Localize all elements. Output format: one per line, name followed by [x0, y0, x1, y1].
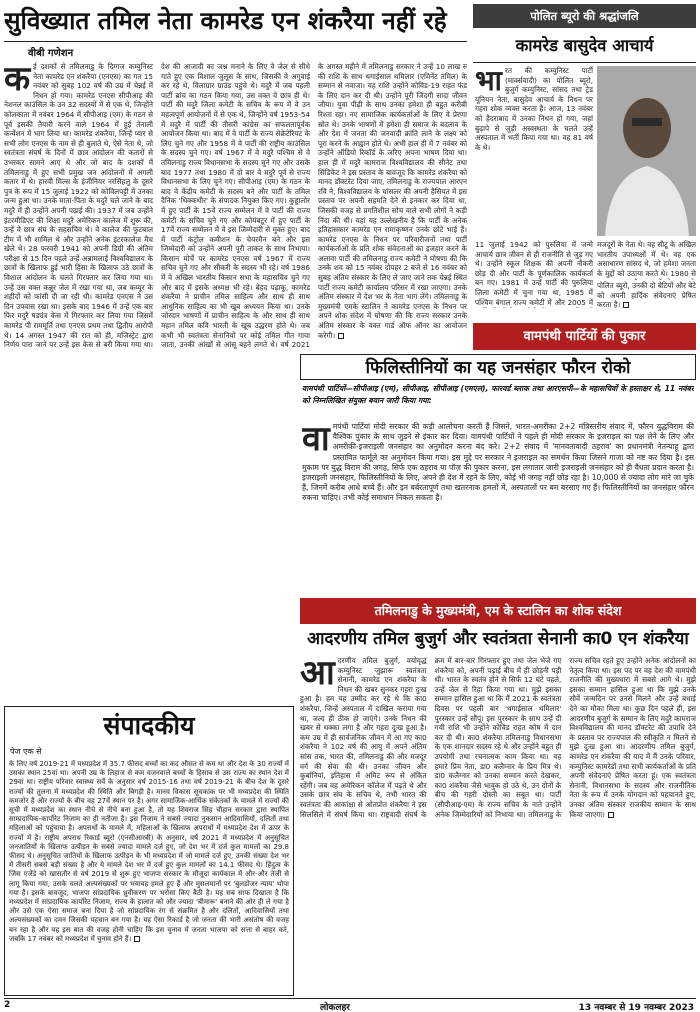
editorial-end-mark-icon [134, 936, 140, 942]
page-number: 2 [4, 1000, 11, 1010]
tribute-headline: कामरेड बासुदेव आचार्य [515, 36, 654, 55]
tribute-end-mark-icon [623, 302, 629, 308]
tribute-text-mid: 11 जुलाई 1942 को पुरुलिया में जन्मे आचार्य छात्र जीवन से ही राजनीति से जुड़ गए थे। उन्होंने स्कूल शिक्षक की अपनी नौकरी छोड़ दी और पार्टी के पूर्णकालिक कार्यकर्ता बन गए। 1981 में उन्हें पार्टी की पुरुलिया जिला कमेटी में चुना गया था, 1985 में पश्चिम बंगाल राज्य कमेटी में और 2005 में [475, 240, 593, 307]
left-parties-body [302, 422, 694, 586]
stalin-text: दरणीय तमिल बुजुर्ग, वयोवृद्ध कम्युनिस्ट जुझारू स्वतंत्रता सेनानी, कामरेड एन शंकरैया के निधन की खबर सुनकर गहरा दुःख हुआ है। हम यह उम्मीद कर रहे थे कि का0 शंकरैया, जिन्हें अस्पताल में दाखिल कराया गया था, जल्द ही ठीक हो जाएंगे। उनके निधन की खबर से धक्का लगा है और गहरा दुःख हुआ है। कम उम्र में ही सार्वजनिक जीवन में आ गए का0 शंकरैया ने 102 वर्ष की आयु में अपने अंतिम सांस तक, भारत की, तमिलनाडु की और मजदूर वर्ग की सेवा की थी। उनका जीवन और कुर्बानियां, इतिहास में अमिट रूप से अंकित रहेंगी। जब वह अमेरिकन कॉलेज में पढ़ते थे और उसके छात्र संघ के सचिव थे, तभी भारत की स्वतंत्रता की आकांक्षा से ओतप्रोत शंकरैया ने इस सिलसिले में संघर्ष किया था। राष्ट्रवादी संघर्ष के क्रम में बार-बार गिरफ्तार हुए तथा जेल भेजे गए शंकरैया को, अपनी पढ़ाई बीच में ही छोड़नी पड़ी थी। भारत के स्वतंत्र होने से सिर्फ 12 घंटे पहले, उन्हें जेल से रिहा किया गया था। मुझे इसका सम्मान हासिल हुआ था कि मैं 2021 के स्वतंत्रता दिवस पर पहली बार 'थगाईसाल थमिलार' पुरस्कार उन्हें सौंपूं। इस पुरस्कार के साथ उन्हें दी गयी राशि भी उन्होंने कोविड राहत कोष में दान कर दी थी। का0 शंकरैया तमिलनाडु विधानसभा के एक शानदार सदस्य रहे थे और उन्होंने बहुत ही उपयोगी तथा रचनात्मक काम किया था। वह हमारे प्रिय नेता, डा0 कलैग्नार के प्रिय मित्र थे। डा0 कलैग्नार को उनका सम्मान करते देखकर, का0 शंकरैया जैसे भावुक हो उठे थे, उन दोनों के बीच की गहरी दोस्ती का सबूत था। पार्टी (सीपीआइ-एम) के राज्य सचिव के नाते उन्होंने अनेक जिम्मेदारियों को निभाया था। तमिलनाडु के राज्य सचिव रहते हुए उन्होंने अनेक आंदोलनों का नेतृत्व किया था। इस पद पर वह देश की वामपंथी राजनीति की मुख्यधारा में सबसे आगे थे। मुझे इसका सम्मान हासिल हुआ था कि मुझे उनके सौवें जन्मदिन पर उनसे मिलने और उन्हें बधाई देने का मौका मिला था। कुछ दिन पहले ही, इस आदरणीय बुजुर्ग के सम्मान के लिए मदुरै कामराज विश्वविद्यालय की मानद डॉक्टरेट की उपाधि देने के प्रस्ताव पर राज्यपाल की स्वीकृति न मिलने से मुझे दुःख हुआ था। आदरणीय तमिल बुजुर्ग, कामरेड एन शंकरैया की याद में मैं उनके परिवार, कम्युनिस्ट कामरेडों तथा सभी कार्यकर्ताओं के प्रति अपनी संवेदनाएं प्रेषित करता हूं। एक स्वतंत्रता सेनानी, विधानसभा के सदस्य और राजनीतिक नेता के रूप में उनके योगदान को पहचानते हुए, उनका अंतिम संस्कार राजकीय सम्मान के साथ किया जाएगा। [300, 656, 696, 819]
tribute-rule [473, 62, 696, 63]
stalin-body [300, 656, 696, 996]
editorial-text: के लिए वर्ष 2019-21 में मध्यप्रदेश में 35.7 फीसद बच्चों का कद औसत से कम था और देश के 30 राज्यों में उसका स्थान 25वां था। अपनी उम्र के लिहाज से कम वजनवाले बच्चों के हिसाब से उस राज्य का स्थान देश में 29वां था। राष्ट्रीय परिवार स्वास्थ्य सर्वे के अनुसार वर्ष 2015-16 तथा वर्ष 2019-21 के बीच देश के दूसरे राज्यों की तुलना में मध्यप्रदेश की स्थिति और बिगड़ी है। मानव विकास सूचकांक पर भी मध्यप्रदेश की स्थिति कमजोर है और राज्यों के बीच वह 27वें स्थान पर है। अगर सामाजिक-आर्थिक संकेतकों के मामले में राज्यों की सूची में मध्यप्रदेश का स्थान नीचे से नीचे बना हुआ है, तो यह शिवराज सिंह चौहान सरकार द्वारा स्थापित साम्प्रदायिक-कार्पोरेट निजाम का ही नतीजा है। इस निजाम ने सबसे ज्यादा नुकसान आदिवासियों, दलितों तथा महिलाओं को पहुंचाया है। अपराधों के मामले में, महिलाओं के खिलाफ अपराधों में मध्यप्रदेश देश में ऊपर के राज्यों में है। राष्ट्रीय अपराध रिकार्ड ब्यूरो (एनसीआरबी) के अनुसार, वर्ष 2021 में मध्यप्रदेश में अनुसूचित जनजातियों के खिलाफ उत्पीड़न के सबसे ज्यादा मामले दर्ज हुए, जो देश भर में दर्ज कुल मामलों का 29.8 फीसद थे। अनुसूचित जातियों के खिलाफ उत्पीड़न के भी मध्यप्रदेश में जो मामले दर्ज हुए, उनकी संख्या देश भर में तीसरी सबसे बड़ी संख्या है और ये मामले देश भर में दर्ज हुए कुल मामलों का 14.1 फीसद थे। हिंदुत्व के जिस एजेंडे को खासतौर से वर्ष 2019 से शुरू हुए भाजपा सरकार के मौजूदा कार्यकाल में और-और तेजी से लागू किया गया, उसके चलते अल्पसंख्यकों पर भयावह हमले हुए हैं और मुसलमानों पर 'बुलडोजर न्याय' थोपा गया है। इसके बावजूद, भाजपा सांप्रदायिक ध्रुवीकरण पर भरोसा किए बैठी है। यह सब साफ दिखाता है कि मध्यप्रदेश में सांप्रदायिक कार्पोरेट निजाम, राज्य के हालात को और ज्यादा 'बीमारू' बनाने की ओर ही ले गया है और उसे एक ऐसा समाज बना दिया है जो सांप्रदायिक रंग से संक्रमित है और दलितों, आदिवासियों तथा अल्पसंख्यकों का दमन जिसकी पहचान बन गया है। यह ऐसा रिकार्ड है जो जनता की भारी असंतोष की वजह बन रहा है और यह इस बात की वजह होनी चाहिए कि इस चुनाव में जनता भाजपा को सत्ता से बाहर करे, जबकि 17 नवंबर को मध्यप्रदेश में चुनाव होने हैं। [9, 760, 289, 943]
tribute-text-top: रत की कम्युनिस्ट पार्टी (मार्क्सवादी) का पोलित ब्यूरो, बुजुर्ग कम्युनिस्ट, सांसद तथा ट्रेड यूनियन नेता, बासुदेव आचार्य के निधन पर गहरा शोक व्यक्त करता है। आज, 13 नवंबर को हैदराबाद में उनका निधन हो गया, जहां बुढ़ापे से जुड़ी अस्वस्थता के चलते उन्हें अस्पताल में भर्ती किया गया था। वह 81 वर्ष के थे। [475, 66, 593, 152]
stalin-headline: आदरणीय तमिल बुजुर्ग और स्वतंत्रता सेनानी का0 एन शंकरैया [307, 629, 689, 649]
editorial-kicker: पेज एक से [10, 747, 42, 756]
tribute-body-right [597, 240, 696, 280]
tribute-dropcap: भा [475, 66, 502, 97]
paper-name: लोकलहर [320, 1003, 350, 1012]
tribute-body-mid [475, 240, 593, 308]
stalin-end-mark-icon [608, 812, 614, 818]
tribute-text-bottom: पोलित ब्यूरो, उनकी दो बेटियों और बेटे को अपनी हार्दिक संवेदनाएं प्रेषित करता है। [597, 281, 696, 309]
basudev-acharya-photo [597, 66, 696, 236]
headline-rule [4, 41, 467, 42]
end-mark-icon [338, 333, 344, 339]
tribute-body-bottom [597, 281, 696, 309]
left-parties-banner: वामपंथी पार्टियों की पुकार [473, 323, 696, 350]
byline: वीबी गणेशन [28, 48, 74, 59]
tribute-text-right: मजदूरों के नेता थे। वह सीटू के अखिल भारतीय उपाध्यक्षों में थे। वह एक असाधारण सांसद थे, जो हमेशा जनता के मुद्दों को उठाया करते थे। 1980 से [597, 240, 696, 278]
stalin-banner: तमिलनाडु के मुख्यमंत्री, एम के स्टालिन का शोक संदेश [300, 598, 696, 624]
left-parties-intro: वामपंथी पार्टियों—सीपीआइ (एम), सीपीआइ, सीपीआइ (एमएल), फारवर्ड ब्लाक तथा आरएसपी—के महासचिवों के हस्ताक्षर से, 11 नवंबर को निम्नलिखित संयुक्त बयान जारी किया गया: [302, 384, 694, 405]
tribute-body-top [475, 66, 593, 238]
editorial-body [9, 760, 289, 992]
main-dropcap: क [4, 62, 31, 99]
stalin-dropcap: आ [300, 656, 335, 693]
editorial-title: संपादकीय [103, 711, 195, 740]
main-headline: सुविख्यात तमिल नेता कामरेड एन शंकरैया नहीं रहे [4, 6, 447, 35]
main-article-text: ई दशकों से तमिलनाडु के दिग्गज कम्युनिस्ट नेता कामरेड एन शंकरैया (एनएस) का गत 15 नवंबर को सुबह 102 वर्ष की उम्र में चेन्नई में निधन हो गया। कामरेड एनएस सीपीआइ की नेशनल काउंसिल के उन 32 सदस्यों में से एक थे, जिन्होंने कोलकाता में नवंबर 1964 में सीपीआइ (एम) के गठन से पूर्व इसकी तैयारी करने वाले 1964 में हुई तेनाली कन्वेंशन में भाग लिया था। कामरेड शंकरैया, जिन्हें प्यार से सभी लोग एनएस के नाम से ही बुलाते थे, ऐसे नेता थे, जो स्वतंत्रता संघर्ष के दिनों में छात्र आंदोलन की कतारों से उभरकर सामने आए थे और जो बाद के दशकों में तमिलनाडु में हुए सभी प्रमुख जन आंदोलनों में अगली कतार में थे। हारवी मिल्स के इंजीनियर नरसिंहलु के दूसरे पुत्र के रूप में 15 जुलाई 1922 को कोविलपट्टी में उनका जन्म हुआ था। उनके माता-पिता के मदुरै चले जाने के बाद मदुरै में ही उन्होंने अपनी पढ़ाई की। 1937 में जब उन्होंने इंटरमीडिएट की शिक्षा मदुरै अमेरिकन कालेज में शुरू की, उन्हें वे छात्र संघ के सहसचिव थे। वे कालेज की फुटबाल टीम में भी शामिल थे और उन्होंने अनेक इंटरकालेज मैच खेले थे। 28 फरवरी 1941 को अपनी डिग्री की अंतिम परीक्षा से 15 दिन पहले उन्हें अन्नामलाई विश्वविद्यालय के छात्रों के खिलाफ हुई भारी हिंसा के खिलाफ उठे छात्रों के विशाल आंदोलन के चलते गिरफ्तार कर लिया गया था। उन्हें उस वक्त कन्नूर जेल में रखा गया था, जब कय्यूर के शहीदों को फांसी दी जा रही थी। कामरेड एनएस ने उस दिन उपवास रखा था। इसके बाद 1946 में उन्हें एक बार फिर मदुरै षड्यंत्र केस में गिरफ्तार कर लिया गया जिसमें कामरेड पी राममूर्ति तथा एनएस प्रथम तथा द्वितीय आरोपी थे। 14 अगस्त 1947 की रात को ही, मजिस्ट्रेट द्वारा निर्णय पारा जाने पर उन्हें इस केस से बरी किया गया था। देश की आजादी का जश्न मनाने के लिए वे जेल से सीधे गाते हुए एक विशाल जुलूस के साथ, जिसकी वे अगुवाई कर रहे थे, विलाग्रार ग्राउंड पहुंचे थे। मदुरै में जब पहली पार्टी ब्रांच का गठन किया गया, उस वक्त वे छात्र ही थे। पार्टी की मदुरै जिला कमेटी के सचिव के रूप में वे उन महत्वपूर्ण आयोजनों में से एक थे, जिन्होंने वर्ष 1953-54 में मदुरै में पार्टी की तीसरी कांग्रेस का सफलतापूर्वक आयोजन किया था। बाद में वे पार्टी के राज्य सेक्रेटेरियट के लिए चुने गए और 1958 में वे पार्टी की राष्ट्रीय काउंसिल के सदस्य चुने गए। वर्ष 1967 में वे मदुरै पश्चिम से वे तमिलनाडु राज्य विधानसभा के सदस्य चुने गए और उसके बाद 1977 तथा 1980 में दो बार वे मदुरै पूर्व से राज्य विधानसभा के लिए चुने गए। सीपीआइ (एम) के गठन के बाद वे केंद्रीय कमेटी के सदस्य बने और पार्टी के तमिल दैनिक 'थिक्कथीर' के संपादक नियुक्त किए गए। कुड्डालोर में हुए पार्टी के 15वें राज्य सम्मेलन में वे पार्टी की राज्य कमेटी के सचिव चुने गए और कोयंबटूर में हुए पार्टी के 17वें राज्य सम्मेलन में वे इस जिम्मेदारी से मुक्त हुए। बाद में पार्टी कंट्रोल कमीशन के चेयरमैन बने और इस जिम्मेदारी को उन्होंने अपनी पूरी ताकत के साथ निभाया। किसान मोर्चे पर कामरेड एनएस वर्ष 1967 में राज्य सचिव चुने गए और सीकरी के सदस्य भी रहे। वर्ष 1986 में वे अखिल भारतीय किसान सभा के महासचिव चुने गए और बाद में इसके अध्यक्ष भी रहे। बेहद पढ़ाकू, कामरेड शंकरैया ने प्राचीन तमिल साहित्य और साथ ही साथ आधुनिक साहित्य का भी खूब अध्ययन किया था। उनके जोरदार भाषणों में प्राचीन साहित्य के और साथ ही साथ महान तमिल कवि भारती के खूब उद्धरण होते थे। जब कभी भी स्वतंत्रता सेनानियों पर कोई तमिल गीत गाया जाता, उनकी आंखों से आंसू बहने लगते थे। वर्ष 2021 के अगस्त महीने में तमिलनाडु सरकार ने उन्हें 10 लाख रु की राशि के साथ थगाईसाल थमिलार (एमिनेंट तमिल) के सम्मान से नवाजा। यह राशि उन्होंने कोविड-19 राहत फंड के लिए दान कर दी थी। उन्होंने पूरी जिंदगी सादा जीवन जीया। युवा पीढ़ी के साथ उनका हमेशा ही बहुत करीबी रिश्ता रहा। नए सामाजिक कार्यकर्ताओं के लिए वे प्रेरणा स्रोत थे। उनके भाषणों में हमेशा ही समाज के बदलाव के और देश में जनता की जनवादी क्रांति लाने के लक्ष्य को पूरा करने के आह्वान होते थे। अभी हाल ही में 7 नवंबर को उन्होंने ऑडियो रिकॉर्ड के जरिए अपना भाषण दिया था। हाल ही में मदुरै कामराज विश्वविद्यालय की सीनेट तथा सिंडिकेट ने इस प्रस्ताव के बावजूद कि कामरेड शंकरैया को मानद डॉक्टरेट दिया जाए, तमिलनाडु के राज्यपाल आरएन रवि ने, विश्वविद्यालय के चांसलर की अपनी हैसियत में इस प्रस्ताव पर अपनी सहमति देने से इनकार कर दिया था, जिसकी वजह से प्रगतिशील सोच वाले सभी लोगों ने कड़ी निंदा की थी। यहां यह उल्लेखनीय है कि पार्टी के अनेक इतिहासकार कामरेड एन रामाकृष्णन उनके छोटे भाई हैं। कामरेड एनएस के निधन पर परिवारीजनों तथा पार्टी कार्यकर्ताओं के प्रति शोक संवेदनाओं का इजहार करने के अलावा पार्टी की तमिलनाडु राज्य कमेटी ने घोषणा की कि उनके शव को 15 नवंबर दोपहर 2 बजे से 16 नवंबर को सुबह अंतिम संस्कार के लिए ले जाए जाने तक चेन्नई स्थित पार्टी राज्य कमेटी कार्यालय परिसर में रखा जाएगा। उनके अंतिम संस्कार में देश भर के नेता भाग लेंगे। तमिलनाडु के मुख्यमंत्री एमके स्टालिन ने कामरेड एनएस के निधन पर अपने शोक संदेश में घोषणा की कि राज्य सरकार उनके अंतिम संस्कार के वक्त गार्ड ऑफ ऑनर का आयोजन करेगी। [4, 62, 467, 350]
footer-rule [4, 998, 696, 999]
tribute-banner: पोलित ब्यूरो की श्रद्धांजलि [473, 4, 696, 28]
issue-date: 13 नवम्बर से 19 नवम्बर 2023 [578, 1003, 694, 1012]
left-parties-text: मपंथी पार्टियां मोदी सरकार की कड़ी आलोचना करती हैं जिसने, भारत-अमरीका 2+2 मंत्रिस्तरीय संवाद में, फौरन युद्धविराम की वैश्विक पुकार के साथ जुड़ने से इंकार कर दिया। वामपंथी पार्टियों ने पहले ही मोदी सरकार के इजराइल का पक्ष लेने के लिए और अमरीकी-इजराइली जनसंहार का अनुमोदन करना बंद करे। 2+2 संवाद में 'मानवतावादी ठहराव' का प्रधानमंत्री नेतन्याहू द्वारा प्रस्तावित फार्मूले का अनुमोदन किया गया। इस मुद्दे पर सरकार ने इजराइल का समर्थन किया जिसने गाजा को नष्ट कर दिया है। इस मुकाम पर युद्ध विराम की जगह, सिर्फ एक ठहराव या पॉज़ की पुकार करना, इस लगातार जारी इजराइली जनसंहार को ही वैधता प्रदान करता है। इजराइली जनसंहार, फिलिस्तीनियों के लिए, अपने ही देश में रहने के लिए, कोई भी जगह नहीं छोड़ रहा है। 10,000 से ज्यादा लोग मारे जा चुके हैं, जिनमें करीब आधे बच्चे हैं। और इन बर्बरतापूर्ण तथा खतरनाक हमलों में, अस्पतालों पर बम बरसाए गए हैं। फिलिस्तीनियों का जनसंहार फौरन रुकना चाहिए। तभी कोई समाधान निकल सकता है। [302, 422, 694, 503]
left-parties-dropcap: वा [302, 422, 330, 459]
left-parties-headline: फिलिस्तीनियों का यह जनसंहार फौरन रोको [300, 354, 696, 380]
portrait-icon [597, 66, 696, 236]
